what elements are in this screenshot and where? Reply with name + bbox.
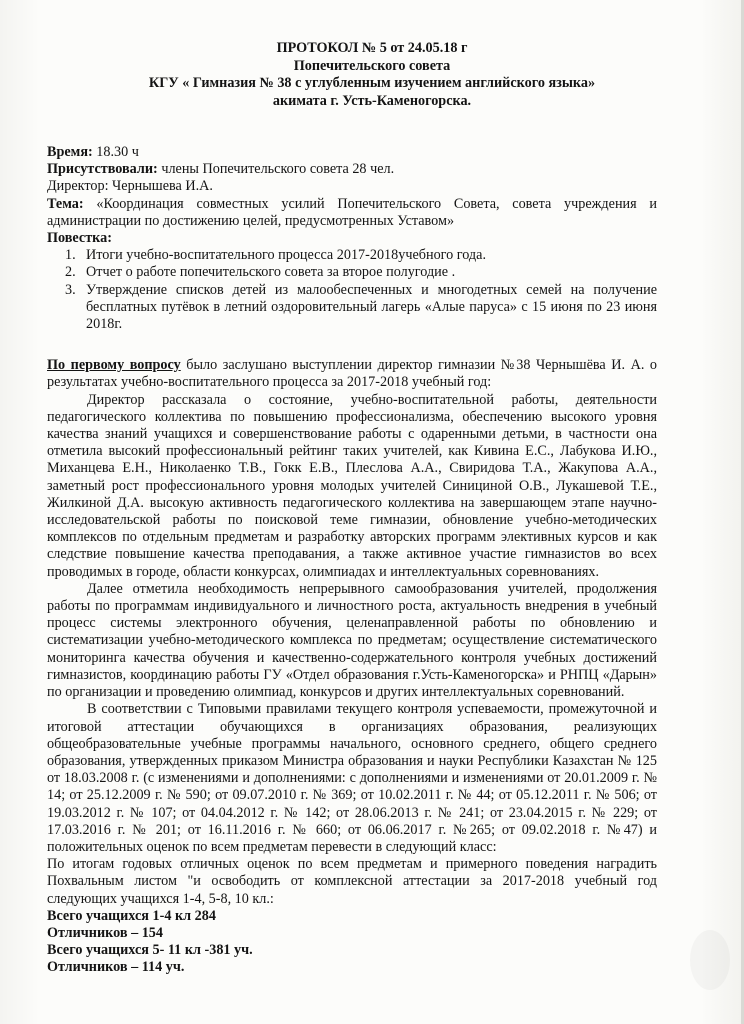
school-name: КГУ « Гимназия № 38 с углубленным изучением английского языка» [148,75,596,91]
spacer [47,333,657,357]
first-question-text: было заслушано выступлении директор гимназии №38 Чернышёва И. А. о результатах учебно-воспитательного процесса за 2017-2018 учебный год: [47,357,657,391]
stats-total-5-11: Всего учащихся 5- 11 кл -381 уч. [47,942,253,959]
agenda-label: Повестка: [47,230,112,247]
agenda-item-text: Отчет о работе попечительского совета за второе полугодие . [86,264,456,281]
agenda-list [47,247,657,333]
protocol-title: ПРОТОКОЛ № 5 от 24.05.18 г [276,40,468,56]
stats-total-1-4: Всего учащихся 1-4 кл 284 [47,907,216,924]
awards-paragraph: По итогам годовых отличных оценок по всем предметам и примерного поведения наградить Похвальным листом "и освободить от комплексной аттестации за 2017-2018 учебный год следующих учащихся 1-4, 5-8, 10 кл.: [47,856,657,907]
agenda-item-text: Утверждение списков детей из малообеспеченных и многодетных семей на получение бесплатных путёвок в летний оздоровительный лагерь «Алые паруса» с 15 июня по 23 июня 2018г. [86,281,657,333]
agenda-item [47,247,657,264]
topic-value: «Координация совместных усилий Попечительского Совета, совета учреждения и администрации по достижению целей, предусмотренных Уставом» [47,195,657,229]
agenda-item [47,282,657,334]
agenda-heading [47,230,657,247]
agenda-item-number: 3. [65,281,76,298]
document-content [47,40,657,977]
agenda-item-text: Итоги учебно-воспитательного процесса 2017-2018учебного года. [86,247,486,264]
agenda-item-number: 2. [65,264,76,281]
time-label: Время: [47,144,93,160]
present-value: члены Попечительского совета 28 чел. [157,161,395,178]
self-education-paragraph: Далее отметила необходимость непрерывного самообразования учителей, продолжения работы по программам индивидуального и личностного роста, актуальность внедрения в учебный процесс системы электронного обучения, целенаправленной работы по обновлению и систематизации учебно-методического комплекса по предметам; осуществление систематического мониторинга качества обучения и качественно-содержательного контроля учебных достижений гимназистов, координацию работы ГУ «Отдел образования г.Усть-Каменогорска» и РНПЦ «Дарын» по организации и проведению олимпиад, конкурсов и других интеллектуальных соревнований. [47,580,657,701]
document-header [87,40,657,110]
present-label: Присутствовали: [47,161,158,178]
present-line [47,161,657,178]
spacer [47,110,657,144]
time-line [47,144,657,161]
stats-excellent-1-4: Отличников – 154 [47,924,163,941]
scan-smudge [690,930,730,990]
agenda-item [47,264,657,281]
topic-label: Тема: [47,195,84,212]
agenda-item-number: 1. [65,247,76,264]
first-question-paragraph [47,357,657,391]
city-name: акимата г. Усть-Каменогорска. [272,92,472,109]
student-stats [47,908,657,977]
time-value: 18.30 ч [92,144,139,160]
regulations-paragraph: В соответствии с Типовыми правилами текущего контроля успеваемости, промежуточной и итоговой аттестации обучающихся в организациях образования, реализующих общеобразовательные учебные программы начального, основного среднего, общего среднего образования, утвержденных приказом Министра образования и науки Республики Казахстан № 125 от 18.03.2008 г. (с изменениями и дополнениями: с дополнениями и изменениями от 20.01.2009 г. № 14; от 25.12.2009 г. № 590; от 09.07.2010 г. № 369; от 10.02.2011 г. № 44; от 05.12.2011 г. № 506; от 19.03.2012 г. № 107; от 04.04.2012 г. № 142; от 28.06.2013 г. № 241; от 23.04.2015 г. № 229; от 17.03.2016 г. № 201; от 16.11.2016 г. № 660; от 06.06.2017 г. №265; от 09.02.2018 г. №47) и положительных оценок по всем предметам перевести в следующий класс: [47,701,657,855]
topic-line [47,196,657,230]
director-line: Директор: Чернышева И.А. [47,178,213,195]
first-question-label: По первому вопросу [47,357,181,374]
council-name: Попечительского совета [293,57,451,74]
director-report-paragraph: Директор рассказала о состояние, учебно-воспитательной работы, деятельности педагогического коллектива по повышению профессионализма, обеспечению высокого уровня качества знаний учащихся и совершенствование работы с одаренными детьми, в частности она отметила высокий профессиональный рейтинг таких учителей, как Кивина Е.С., Лабукова И.Ю., Миханцева Е.Н., Николаенко Т.В., Гокк Е.В., Плеслова А.А., Свиридова Т.А., Жакупова А.А., заметный рост профессионального уровня молодых учителей Синициной О.В., Лукашевой Т.Е., Жилкиной Д.А. высокую активность педагогического коллектива на завершающем этапе научно-исследовательской работы по поисковой теме гимназии, обновление учебно-методических комплексов по отдельным предметам и разработку авторских программ элективных курсов и как следствие повышение качества преподавания, а также активное участие гимназистов во всех проводимых в городе, области конкурсах, олимпиадах и интеллектуальных соревнованиях. [47,391,657,580]
stats-excellent-5-11: Отличников – 114 уч. [47,959,185,976]
